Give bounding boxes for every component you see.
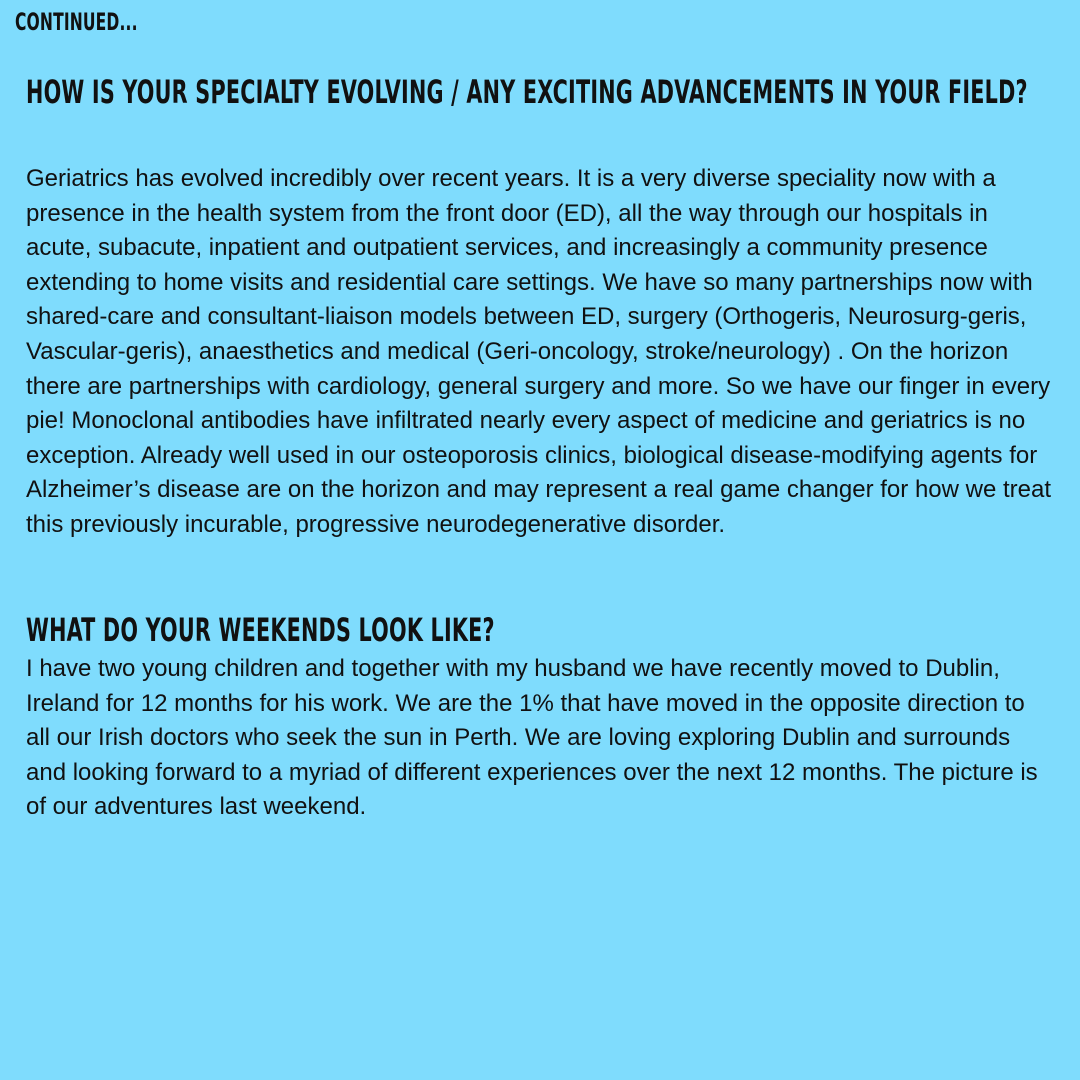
answer-text-weekends: I have two young children and together with my husband we have recently moved to Dublin, Ireland for 12 months for his work. We are the 1% that have moved in the opposite direction to all our Irish doctors who seek the sun in Perth. We are loving exploring Dublin and surrounds and looking forward to a myriad of different experiences over the next 12 months. The picture is of our adventures last weekend. — [26, 655, 1038, 821]
question-heading-specialty: HOW IS YOUR SPECIALTY EVOLVING / ANY EXCITING ADVANCEMENTS IN YOUR FIELD? — [26, 73, 1028, 111]
answer-text-specialty: Geriatrics has evolved incredibly over recent years. It is a very diverse speciality now with a presence in the health system from the front door (ED), all the way through our hospitals in acute, subacute, inpatient and outpatient services, and increasingly a community presence extending to home visits and residential care settings. We have so many partnerships now with shared-care and consultant-liaison models between ED, surgery (Orthogeris, Neurosurg-geris, Vascular-geris), anaesthetics and medical (Geri-oncology, stroke/neurology) . On the horizon there are partnerships with cardiology, general surgery and more. So we have our finger in every pie! Monoclonal antibodies have infiltrated nearly every aspect of medicine and geriatrics is no exception. Already well used in our osteoporosis clinics, biological disease-modifying agents for Alzheimer’s disease are on the horizon and may represent a real game changer for how we treat this previously incurable, progressive neurodegenerative disorder. — [26, 165, 1052, 538]
continued-label: CONTINUED... — [15, 8, 138, 36]
question-heading-weekends: WHAT DO YOUR WEEKENDS LOOK LIKE? — [26, 611, 495, 649]
